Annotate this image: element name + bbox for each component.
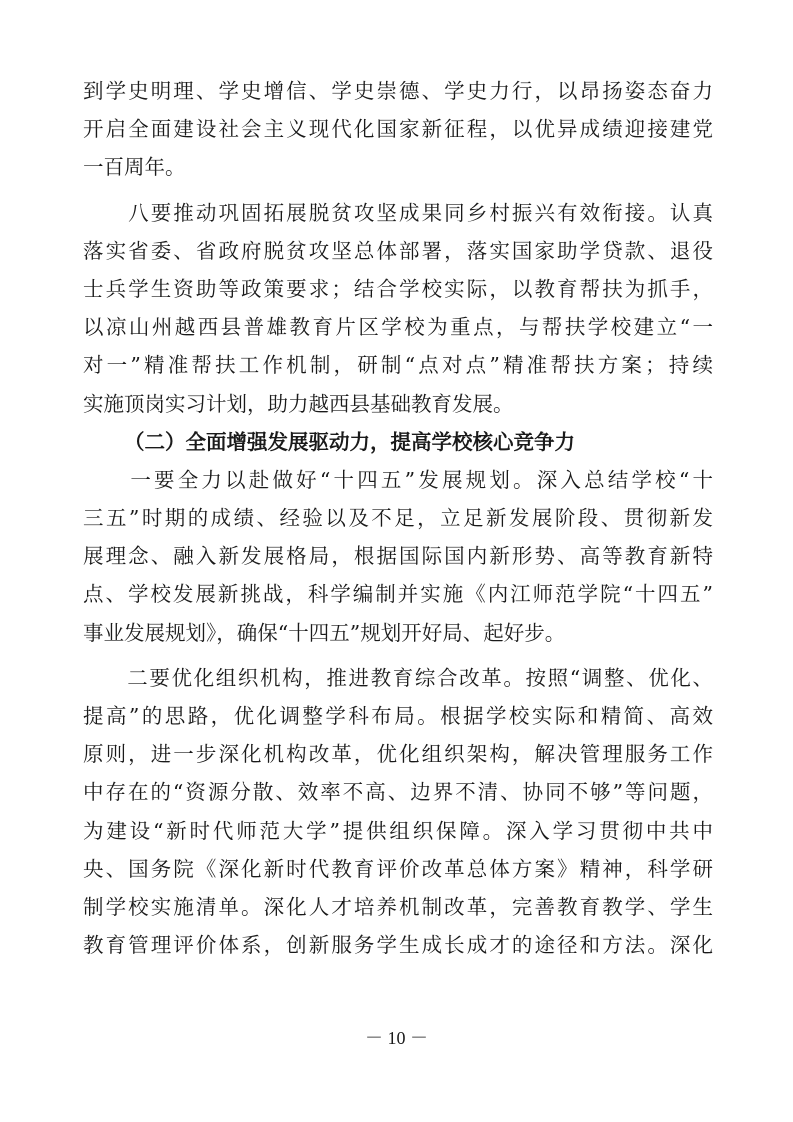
text-line: 点、学校发展新挑战，科学编制并实施《内江师范学院“十四五” xyxy=(83,582,713,607)
paragraph-3 xyxy=(83,461,713,652)
section-heading-text: （二）全面增强发展驱动力，提高学校核心竞争力 xyxy=(124,429,575,454)
text-line: 央、国务院《深化新时代教育评价改革总体方案》精神，科学研 xyxy=(83,856,713,881)
text-line: 对一”精准帮扶工作机制，研制“点对点”精准帮扶方案；持续 xyxy=(83,353,713,378)
text-line: 实施顶岗实习计划，助力越西县基础教育发展。 xyxy=(83,391,514,416)
text-line: 原则，进一步深化机构改革，优化组织架构，解决管理服务工作 xyxy=(83,742,713,767)
text-line: 教育管理评价体系，创新服务学生成长成才的途径和方法。深化 xyxy=(83,933,713,958)
text-line: 开启全面建设社会主义现代化国家新征程，以优异成绩迎接建党 xyxy=(83,117,713,142)
text-line: 事业发展规划》，确保“十四五”规划开好局、起好步。 xyxy=(83,620,566,645)
text-line: 士兵学生资助等政策要求；结合学校实际，以教育帮扶为抓手， xyxy=(83,276,713,301)
text-line: 制学校实施清单。深化人才培养机制改革，完善教育教学、学生 xyxy=(83,894,713,919)
text-line: 展理念、融入新发展格局，根据国际国内新形势、高等教育新特 xyxy=(83,544,713,569)
text-line: 二要优化组织机构，推进教育综合改革。按照“调整、优化、 xyxy=(83,665,713,690)
paragraph-2 xyxy=(83,194,713,423)
paragraph-gap xyxy=(83,187,713,194)
text-line: 落实省委、省政府脱贫攻坚总体部署，落实国家助学贷款、退役 xyxy=(83,238,713,263)
text-line: 三五”时期的成绩、经验以及不足，立足新发展阶段、贯彻新发 xyxy=(83,506,713,531)
text-line: 一要全力以赴做好“十四五”发展规划。深入总结学校“十 xyxy=(83,467,713,492)
paragraph-1 xyxy=(83,72,713,187)
document-body xyxy=(83,72,713,964)
text-line: 以凉山州越西县普雄教育片区学校为重点，与帮扶学校建立“一 xyxy=(83,315,713,340)
text-line: 为建设“新时代师范大学”提供组织保障。深入学习贯彻中共中 xyxy=(83,818,713,843)
text-line: 中存在的“资源分散、效率不高、边界不清、协同不够”等问题， xyxy=(83,780,713,805)
paragraph-4 xyxy=(83,659,713,965)
text-line: 到学史明理、学史增信、学史崇德、学史力行，以昂扬姿态奋力 xyxy=(83,79,713,103)
text-line: 提高”的思路，优化调整学科布局。根据学校实际和精简、高效 xyxy=(83,704,713,728)
section-heading xyxy=(83,423,713,461)
paragraph-gap xyxy=(83,652,713,659)
page-number: － 10 － xyxy=(365,1028,428,1048)
text-line: 一百周年。 xyxy=(83,155,186,180)
text-line: 八要推动巩固拓展脱贫攻坚成果同乡村振兴有效衔接。认真 xyxy=(83,200,713,225)
